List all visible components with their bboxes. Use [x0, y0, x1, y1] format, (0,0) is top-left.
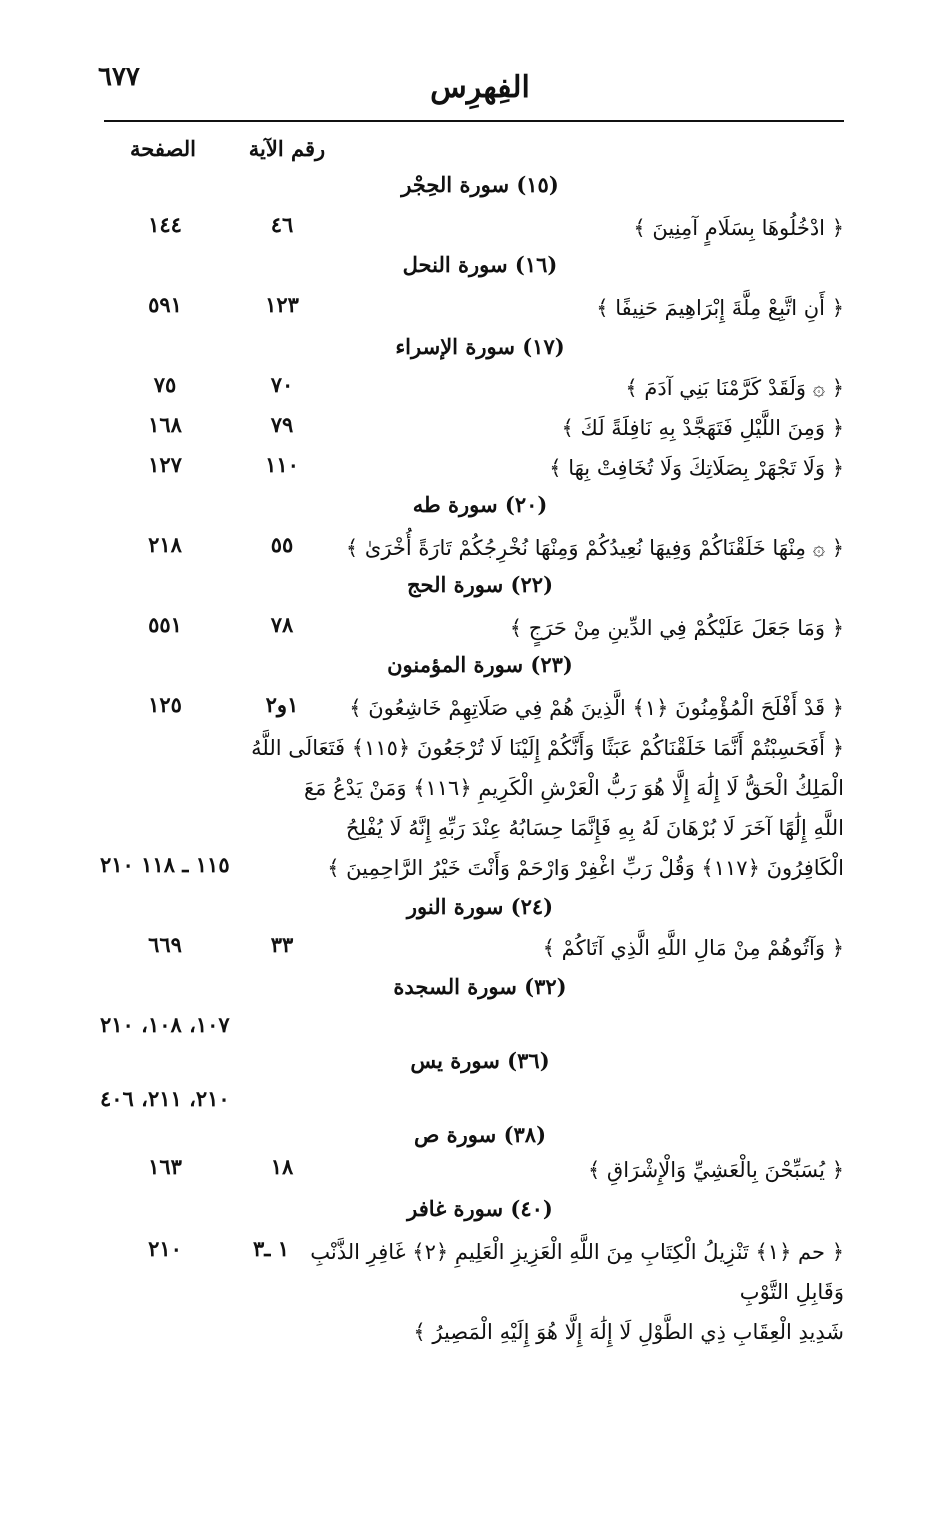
ayah-number: ١٢٣ — [265, 292, 299, 317]
surah-heading: (١٦) سورة النحل — [402, 252, 558, 277]
ayah-number: ٧٠ — [270, 372, 294, 397]
ayah-number: ٧٩ — [270, 412, 294, 437]
page-reference: ١٦٣ — [148, 1154, 182, 1179]
verse-entry: ﴿ وَآتُوهُمْ مِنْ مَالِ اللَّهِ الَّذِي آتَاكُمْ ﴾ — [542, 936, 844, 960]
surah-heading: (٣٨) سورة ص — [413, 1122, 547, 1147]
page-reference: ٢١٨ — [148, 532, 182, 557]
verse-entry: ﴿ يُسَبِّحْنَ بِالْعَشِيِّ وَالْإِشْرَاقِ ﴾ — [587, 1158, 844, 1182]
surah-heading: (٢٠) سورة طه — [412, 492, 548, 517]
surah-heading: (١٥) سورة الحِجْر — [401, 172, 559, 197]
surah-heading: (٣٢) سورة السجدة — [393, 974, 567, 999]
column-header-page: الصفحة — [130, 136, 196, 161]
verse-line: الْكَافِرُونَ ﴿١١٧﴾ وَقُلْ رَبِّ اغْفِرْ وَارْحَمْ وَأَنْتَ خَيْرُ الرَّاحِمِينَ ﴾ — [327, 856, 844, 880]
page-reference: ١٢٥ — [148, 692, 182, 717]
verse-entry: ﴿ وَلَا تَجْهَرْ بِصَلَاتِكَ وَلَا تُخَافِتْ بِهَا ﴾ — [549, 456, 844, 480]
page-reference: ١٦٨ — [148, 412, 182, 437]
verse-line: ﴿ أَفَحَسِبْتُمْ أَنَّمَا خَلَقْنَاكُمْ عَبَثًا وَأَنَّكُمْ إِلَيْنَا لَا تُرْجَعُونَ ﴿١١٥﴾ فَتَعَالَى اللَّهُ — [251, 736, 844, 760]
page-reference: ٥٥١ — [148, 612, 182, 637]
page-reference: ٦٦٩ — [148, 932, 182, 957]
ayah-number: ١١٠ — [265, 452, 299, 477]
page-number: ٦٧٧ — [98, 62, 140, 92]
page-reference: ١٢٧ — [148, 452, 182, 477]
verse-entry: ﴿ وَمَا جَعَلَ عَلَيْكُمْ فِي الدِّينِ مِنْ حَرَجٍ ﴾ — [509, 616, 844, 640]
surah-heading: (١٧) سورة الإسراء — [395, 334, 565, 359]
page-reference: ٥٩١ — [148, 292, 182, 317]
ayah-number: ٤٦ — [270, 212, 294, 237]
page-reference: ١٤٤ — [148, 212, 182, 237]
ayah-number: ٣٣ — [270, 932, 294, 957]
ayah-number: ١ ـ٣ — [252, 1236, 290, 1261]
verse-entry-multiline — [284, 1232, 844, 1352]
verse-entry: ﴿ وَمِنَ اللَّيْلِ فَتَهَجَّدْ بِهِ نَافِلَةً لَكَ ﴾ — [561, 416, 844, 440]
page-references: ٢١٠، ٢١١، ٤٠٦ — [100, 1086, 230, 1111]
surah-heading: (٣٦) سورة يس — [410, 1048, 550, 1073]
surah-heading: (٤٠) سورة غافر — [407, 1196, 553, 1221]
ayah-number: ١٨ — [270, 1154, 294, 1179]
verse-line: اللَّهِ إِلَٰهًا آخَرَ لَا بُرْهَانَ لَهُ بِهِ فَإِنَّمَا حِسَابُهُ عِنْدَ رَبِّهِ إِنَّهُ لَا يُفْلِحُ — [345, 816, 844, 840]
page-reference: ٢١٠ — [148, 1236, 182, 1261]
ayah-number: ٥٥ — [270, 532, 294, 557]
verse-entry: ﴿ ۞ وَلَقَدْ كَرَّمْنَا بَنِي آدَمَ ﴾ — [625, 376, 844, 400]
column-header-ayah: رقم الآية — [248, 136, 326, 161]
verse-entry: ﴿ ۞ مِنْهَا خَلَقْنَاكُمْ وَفِيهَا نُعِيدُكُمْ وَمِنْهَا نُخْرِجُكُمْ تَارَةً أُخْرَىٰ ﴾ — [345, 536, 844, 560]
verse-line: الْمَلِكُ الْحَقُّ لَا إِلَٰهَ إِلَّا هُوَ رَبُّ الْعَرْشِ الْكَرِيمِ ﴿١١٦﴾ وَمَنْ يَدْعُ مَعَ — [303, 776, 844, 800]
verse-line: شَدِيدِ الْعِقَابِ ذِي الطَّوْلِ لَا إِلَٰهَ إِلَّا هُوَ إِلَيْهِ الْمَصِيرُ ﴾ — [413, 1320, 844, 1344]
surah-heading: (٢٢) سورة الحج — [407, 572, 553, 597]
ayah-number: ٧٨ — [270, 612, 294, 637]
surah-heading: (٢٤) سورة النور — [406, 894, 554, 919]
ayah-number: ١و٢ — [265, 692, 299, 717]
page-reference: ٧٥ — [153, 372, 177, 397]
verse-entry: ﴿ ادْخُلُوهَا بِسَلَامٍ آمِنِينَ ﴾ — [633, 216, 844, 240]
page-references: ١٠٧، ١٠٨، ٢١٠ — [100, 1012, 230, 1037]
ayah-page-references: ١١٥ ـ ١١٨ ٢١٠ — [100, 852, 230, 877]
page-title: الفِهرِس — [430, 70, 530, 105]
surah-heading: (٢٣) سورة المؤمنون — [387, 652, 573, 677]
verse-entry: ﴿ قَدْ أَفْلَحَ الْمُؤْمِنُونَ ﴿١﴾ الَّذِينَ هُمْ فِي صَلَاتِهِمْ خَاشِعُونَ ﴾ — [349, 696, 844, 720]
verse-entry: ﴿ أَنِ اتَّبِعْ مِلَّةَ إِبْرَاهِيمَ حَنِيفًا ﴾ — [596, 296, 844, 320]
verse-line: ﴿ حم ﴿١﴾ تَنْزِيلُ الْكِتَابِ مِنَ اللَّهِ الْعَزِيزِ الْعَلِيمِ ﴿٢﴾ غَافِرِ الذَّنْبِ وَقَابِلِ التَّوْبِ — [310, 1240, 844, 1304]
